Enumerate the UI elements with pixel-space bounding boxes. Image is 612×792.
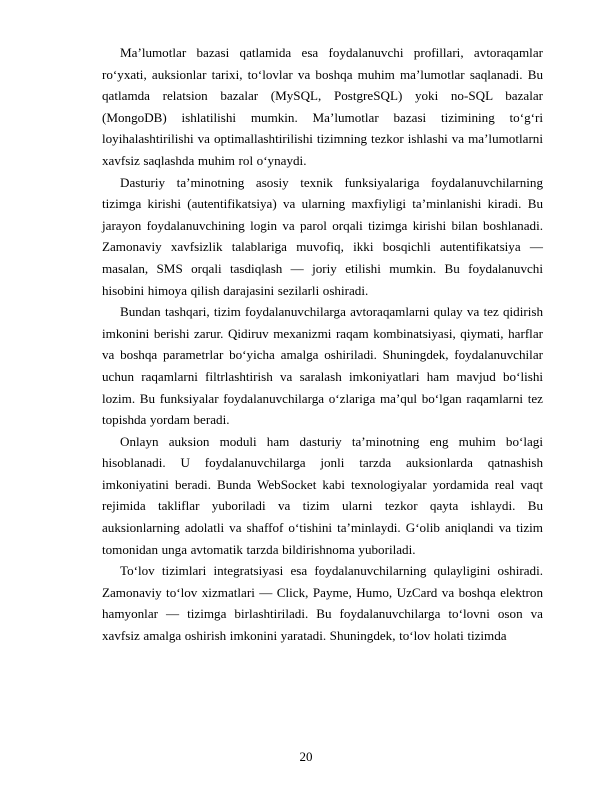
paragraph-payment-integration: To‘lov tizimlari integratsiyasi esa foydalanuvchilarning qulayligini oshiradi. Zamonaviy to‘lov xizmatlari — Click, Payme, Humo, UzCard va boshqa elektron hamyonlar — tizimga birlashtiriladi. Bu foydalanuvchilarga to‘lovni oson va xavfsiz amalga oshirish imkonini yaratadi. Shuningdek, to‘lov holati tizimda (102, 563, 543, 644)
paragraph-search-features: Bundan tashqari, tizim foydalanuvchilarga avtoraqamlarni qulay va tez qidirish imkonini berishi zarur. Qidiruv mexanizmi raqam kombinatsiyasi, qiymati, harflar va boshqa parametrlar bo‘yicha amalga oshiriladi. Shuningdek, foydalanuvchilar uchun raqamlarni filtrlashtirish va saralash imkoniyatlari ham mavjud bo‘lishi lozim. Bu funksiyalar foydalanuvchilarga o‘zlariga ma’qul bo‘lgan raqamlarni tez topishda yordam beradi. (102, 304, 543, 428)
paragraph-authentication: Dasturiy ta’minotning asosiy texnik funksiyalariga foydalanuvchilarning tizimga kirishi (autentifikatsiya) va ularning maxfiyligi ta’minlanishi kiradi. Bu jarayon foydalanuvchining login va parol orqali tizimga kirishi bilan boshlanadi. Zamonaviy xavfsizlik talablariga muvofiq, ikki bosqichli autentifikatsiya — masalan, SMS orqali tasdiqlash — joriy etilishi mumkin. Bu foydalanuvchi hisobini himoya qilish darajasini sezilarli oshiradi. (102, 174, 543, 298)
page-number: 20 (299, 749, 313, 764)
paragraph-database-layer: Ma’lumotlar bazasi qatlamida esa foydalanuvchi profillari, avtoraqamlar ro‘yxati, auksionlar tarixi, to‘lovlar va boshqa muhim ma’lumotlar saqlanadi. Bu qatlamda relatsion bazalar (MySQL, PostgreSQL) yoki no-SQL bazalar (MongoDB) ishlatilishi mumkin. Ma’lumotlar bazasi tizimining to‘g‘ri loyihalashtirilishi va optimallashtirilishi tizimning tezkor ishlashi va ma’lumotlarni xavfsiz saqlashda muhim rol o‘ynaydi. (102, 45, 543, 168)
paragraph-online-auction: Onlayn auksion moduli ham dasturiy ta’minotning eng muhim bo‘lagi hisoblanadi. U foydalanuvchilarga jonli tarzda auksionlarda qatnashish imkoniyatini beradi. Bunda WebSocket kabi texnologiyalar yordamida real vaqt rejimida takliflar yuboriladi va tizim ularni tezkor qayta ishlaydi. Bu auksionlarning adolatli va shaffof o‘tishini ta’minlaydi. G‘olib aniqlandi va tizim tomonidan unga avtomatik tarzda bildirishnoma yuboriladi. (102, 433, 543, 557)
document-body (102, 42, 543, 647)
